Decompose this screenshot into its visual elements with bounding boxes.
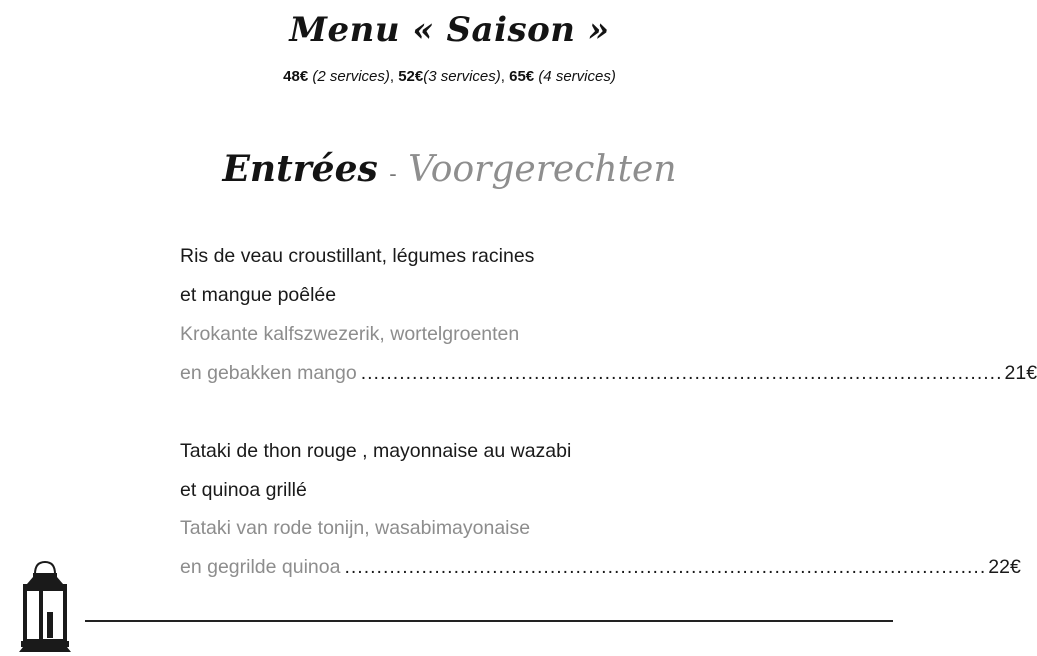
price-separator: ,	[500, 68, 510, 85]
menu-title: Menu « Saison »	[289, 10, 610, 50]
dish-2-price: 22€	[988, 556, 1021, 578]
price-2-services: 48€	[283, 68, 309, 85]
dot-leader: ....................................................................................................	[360, 362, 1003, 384]
section-title-nl: Voorgerechten	[408, 149, 677, 190]
dish-2-nl-line1: Tataki van rode tonijn, wasabimayonaise	[180, 517, 531, 539]
section-heading	[0, 148, 899, 190]
lantern-icon	[15, 560, 75, 655]
price-3-services-note: (3 services)	[423, 68, 501, 85]
price-3-services: 52€	[398, 68, 424, 85]
price-separator: ,	[389, 68, 399, 85]
price-2-services-note: (2 services)	[312, 68, 390, 85]
dish-2-fr-line1: Tataki de thon rouge , mayonnaise au wazabi	[180, 440, 572, 462]
footer-divider	[85, 620, 893, 622]
dish-1-nl-line2: en gebakken mango	[180, 362, 357, 384]
dish-1-price: 21€	[1004, 362, 1037, 384]
dish-1-fr-line2: et mangue poêlée	[180, 284, 337, 306]
dish-2-nl-line2: en gegrilde quinoa	[180, 556, 341, 578]
dish-2-price-line	[180, 555, 1021, 579]
section-title-fr: Entrées	[222, 148, 378, 190]
menu-prices	[0, 68, 899, 85]
dish-1-nl-line1: Krokante kalfszwezerik, wortelgroenten	[180, 323, 520, 345]
dish-2-fr-line2: et quinoa grillé	[180, 479, 307, 501]
dish-1-price-line	[180, 361, 1037, 385]
price-4-services: 65€	[509, 68, 535, 85]
price-4-services-note: (4 services)	[538, 68, 616, 85]
section-separator: -	[389, 162, 397, 187]
dish-1-fr-line1: Ris de veau croustillant, légumes racines	[180, 245, 535, 267]
dot-leader: ....................................................................................................	[344, 556, 987, 578]
